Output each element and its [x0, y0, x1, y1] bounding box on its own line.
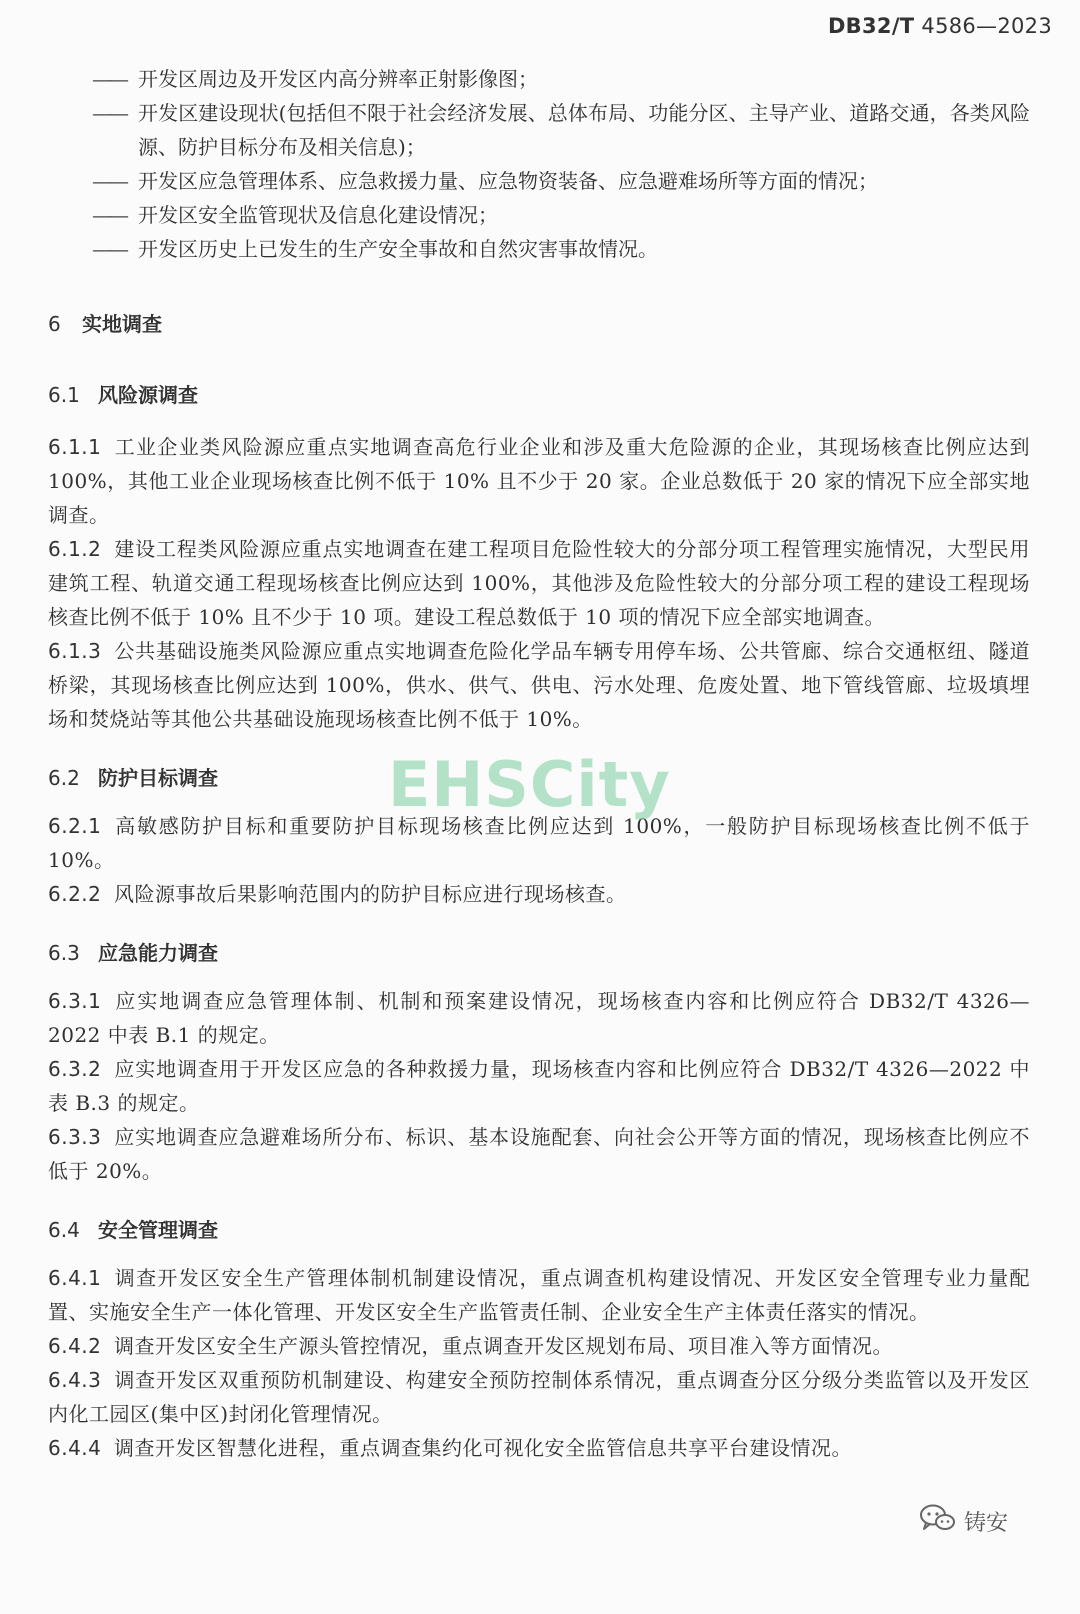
standard-code-number: 4586—2023: [921, 14, 1052, 38]
list-item: —— 开发区历史上已发生的生产安全事故和自然灾害事故情况。: [92, 237, 658, 261]
document-body: [48, 62, 1030, 1465]
list-item: —— 开发区应急管理体系、应急救援力量、应急物资装备、应急避难场所等方面的情况；: [92, 169, 878, 193]
clause-text: 公共基础设施类风险源应重点实地调查危险化学品车辆专用停车场、公共管廊、综合交通枢纽、隧道桥梁，其现场核查比例应达到 100%，供水、供气、供电、污水处理、危废处置、地下管线管廊、垃圾填埋场和焚烧站等其他公共基础设施现场核查比例不低于 10%。: [48, 639, 1030, 731]
clause-number: 6.1.3: [48, 639, 102, 663]
clause-6-2-2: [48, 877, 1030, 911]
clause-number: 6.4.3: [48, 1368, 102, 1392]
clause-6-2-1: [48, 809, 1030, 877]
clause-number: 6.4.2: [48, 1334, 102, 1358]
standard-code-prefix: DB32/T: [827, 14, 915, 38]
subsection-heading-6-2: [48, 762, 1030, 791]
subsection-number: 6.4: [48, 1218, 80, 1242]
clause-number: 6.3.1: [48, 989, 102, 1013]
subsection-heading-6-1: [48, 379, 1030, 408]
list-item-text: 开发区历史上已发生的生产安全事故和自然灾害事故情况。: [138, 237, 658, 261]
clause-number: 6.1.1: [48, 435, 102, 459]
clause-text: 调查开发区安全生产源头管控情况，重点调查开发区规划布局、项目准入等方面情况。: [114, 1334, 893, 1358]
clause-text: 应实地调查应急管理体制、机制和预案建设情况，现场核查内容和比例应符合 DB32/T 4326—2022 中表 B.1 的规定。: [48, 989, 1030, 1047]
clause-text: 建设工程类风险源应重点实地调查在建工程项目危险性较大的分部分项工程管理实施情况，大型民用建筑工程、轨道交通工程现场核查比例应达到 100%，其他涉及危险性较大的分部分项工程的建设工程现场核查比例不低于 10% 且不少于 10 项。建设工程总数低于 10 项的情况下应全部实地调查。: [48, 537, 1030, 629]
subsection-title: 风险源调查: [98, 383, 198, 407]
subsection-number: 6.1: [48, 383, 80, 407]
clause-6-1-3: [48, 634, 1030, 736]
clause-6-1-2: [48, 532, 1030, 634]
clause-6-4-4: [48, 1431, 1030, 1465]
wechat-icon: [918, 1502, 958, 1540]
intro-dash-list: [48, 62, 1030, 266]
watermark-logo: EHSCity: [388, 748, 671, 821]
clause-text: 调查开发区智慧化进程，重点调查集约化可视化安全监管信息共享平台建设情况。: [114, 1436, 852, 1460]
list-item-text: 开发区应急管理体系、应急救援力量、应急物资装备、应急避难场所等方面的情况；: [138, 169, 878, 193]
list-item-text: 开发区建设现状(包括但不限于社会经济发展、总体布局、功能分区、主导产业、道路交通，各类风险源、防护目标分布及相关信息)；: [138, 101, 1030, 159]
subsection-6-3-clauses: [48, 984, 1030, 1188]
clause-6-3-2: [48, 1052, 1030, 1120]
clause-text: 工业企业类风险源应重点实地调查高危行业企业和涉及重大危险源的企业，其现场核查比例应达到 100%，其他工业企业现场核查比例不低于 10% 且不少于 20 家。企业总数低于 20 家的情况下应全部实地调查。: [48, 435, 1030, 527]
subsection-6-4-clauses: [48, 1261, 1030, 1465]
list-item-text: 开发区周边及开发区内高分辨率正射影像图；: [138, 67, 538, 91]
clause-number: 6.4.4: [48, 1436, 102, 1460]
clause-text: 高敏感防护目标和重要防护目标现场核查比例应达到 100%，一般防护目标现场核查比例不低于 10%。: [48, 814, 1030, 872]
clause-number: 6.1.2: [48, 537, 102, 561]
clause-text: 应实地调查用于开发区应急的各种救援力量，现场核查内容和比例应符合 DB32/T 4326—2022 中表 B.3 的规定。: [48, 1057, 1030, 1115]
subsection-heading-6-3: [48, 937, 1030, 966]
subsection-6-2-clauses: [48, 809, 1030, 911]
clause-6-4-3: [48, 1363, 1030, 1431]
clause-text: 风险源事故后果影响范围内的防护目标应进行现场核查。: [114, 882, 627, 906]
clause-text: 应实地调查应急避难场所分布、标识、基本设施配套、向社会公开等方面的情况，现场核查比例应不低于 20%。: [48, 1125, 1030, 1183]
subsection-6-1-clauses: [48, 430, 1030, 736]
clause-number: 6.3.2: [48, 1057, 102, 1081]
section-heading-6: [48, 308, 1030, 337]
list-item-text: 开发区安全监管现状及信息化建设情况；: [138, 203, 498, 227]
clause-number: 6.2.2: [48, 882, 102, 906]
clause-6-3-1: [48, 984, 1030, 1052]
section-number: 6: [48, 312, 61, 336]
list-item: —— 开发区周边及开发区内高分辨率正射影像图；: [92, 67, 538, 91]
clause-number: 6.2.1: [48, 814, 102, 838]
subsection-number: 6.2: [48, 766, 80, 790]
clause-number: 6.4.1: [48, 1266, 102, 1290]
wechat-account-name: 铸安: [964, 1510, 1009, 1536]
clause-text: 调查开发区安全生产管理体制机制建设情况，重点调查机构建设情况、开发区安全管理专业力量配置、实施安全生产一体化管理、开发区安全生产监管责任制、企业安全生产主体责任落实的情况。: [48, 1266, 1030, 1324]
subsection-heading-6-4: [48, 1214, 1030, 1243]
subsection-title: 应急能力调查: [98, 941, 218, 965]
clause-6-1-1: [48, 430, 1030, 532]
standard-code: [828, 14, 1052, 38]
clause-6-4-2: [48, 1329, 1030, 1363]
list-item: —— 开发区建设现状(包括但不限于社会经济发展、总体布局、功能分区、主导产业、道路交通，各类风险源、防护目标分布及相关信息)；: [92, 101, 1030, 159]
wechat-account-badge: [918, 1502, 1008, 1540]
list-item: —— 开发区安全监管现状及信息化建设情况；: [92, 203, 498, 227]
clause-number: 6.3.3: [48, 1125, 102, 1149]
clause-6-4-1: [48, 1261, 1030, 1329]
clause-text: 调查开发区双重预防机制建设、构建安全预防控制体系情况，重点调查分区分级分类监管以及开发区内化工园区(集中区)封闭化管理情况。: [48, 1368, 1030, 1426]
subsection-title: 安全管理调查: [98, 1218, 218, 1242]
clause-6-3-3: [48, 1120, 1030, 1188]
subsection-title: 防护目标调查: [98, 766, 218, 790]
subsection-number: 6.3: [48, 941, 80, 965]
section-title: 实地调查: [82, 312, 162, 336]
